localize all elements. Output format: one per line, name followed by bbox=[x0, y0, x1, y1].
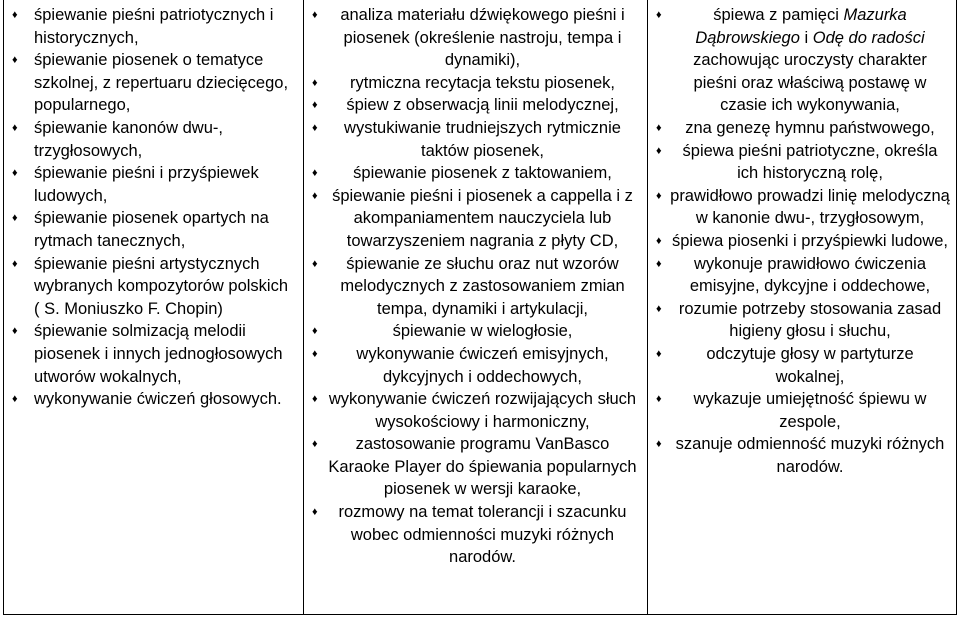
list-item: ♦ wykonywanie ćwiczeń rozwijających słuch wysokościowy i harmoniczny, bbox=[304, 388, 647, 433]
list-item bbox=[648, 4, 956, 117]
list-item: ♦ śpiewanie pieśni i piosenek a cappella i z akompaniamentem nauczyciela lub towarzyszeniem nagrania z płyty CD, bbox=[304, 185, 647, 253]
title-mazurek: Mazurka Dąbrowskiego bbox=[695, 6, 907, 47]
list-item: ♦ śpiewanie pieśni i przyśpiewek ludowych, bbox=[4, 162, 303, 207]
list-item: ♦ prawidłowo prowadzi linię melodyczną w kanonie dwu-, trzygłosowym, bbox=[648, 185, 956, 230]
list-item: ♦ wykonywanie ćwiczeń głosowych. bbox=[4, 388, 303, 411]
list-item: ♦ rytmiczna recytacja tekstu piosenek, bbox=[304, 72, 647, 95]
list-item: ♦ rozumie potrzeby stosowania zasad higieny głosu i słuchu, bbox=[648, 298, 956, 343]
list-item: ♦ śpiewanie piosenek z taktowaniem, bbox=[304, 162, 647, 185]
list-item: ♦ zastosowanie programu VanBasco Karaoke Player do śpiewania popularnych piosenek w wersji karaoke, bbox=[304, 433, 647, 501]
list-item: ♦ wykonuje prawidłowo ćwiczenia emisyjne, dykcyjne i oddechowe, bbox=[648, 253, 956, 298]
list-item: ♦ analiza materiału dźwiękowego pieśni i piosenek (określenie nastroju, tempa i dynamiki), bbox=[304, 4, 647, 72]
list-item: ♦ zna genezę hymnu państwowego, bbox=[648, 117, 956, 140]
column-2 bbox=[303, 0, 647, 614]
list-item: ♦ śpiewanie solmizacją melodii piosenek i innych jednogłosowych utworów wokalnych, bbox=[4, 320, 303, 388]
list-item: ♦ śpiewanie pieśni artystycznych wybranych kompozytorów polskich ( S. Moniuszko F. Chopin) bbox=[4, 253, 303, 321]
list-item: ♦ odczytuje głosy w partyturze wokalnej, bbox=[648, 343, 956, 388]
item-text-prefix: śpiewa z pamięci bbox=[713, 6, 844, 24]
column-3 bbox=[647, 0, 956, 614]
list-item: ♦ śpiewanie pieśni patriotycznych i historycznych, bbox=[4, 4, 303, 49]
outcome-list bbox=[648, 0, 956, 478]
column-1 bbox=[4, 0, 303, 614]
list-item: ♦ śpiewanie piosenek o tematyce szkolnej, z repertuaru dziecięcego, popularnego, bbox=[4, 49, 303, 117]
list-item: ♦ szanuje odmienność muzyki różnych narodów. bbox=[648, 433, 956, 478]
list-item: ♦ wykonywanie ćwiczeń emisyjnych, dykcyjnych i oddechowych, bbox=[304, 343, 647, 388]
list-item: ♦ śpiewanie w wielogłosie, bbox=[304, 320, 647, 343]
list-item: ♦ rozmowy na temat tolerancji i szacunku wobec odmienności muzyki różnych narodów. bbox=[304, 501, 647, 569]
content-table bbox=[3, 0, 957, 615]
item-text-suffix: zachowując uroczysty charakter pieśni oraz właściwą postawę w czasie ich wykonywania, bbox=[693, 51, 927, 115]
list-item: ♦ śpiew z obserwacją linii melodycznej, bbox=[304, 94, 647, 117]
item-text-middle: i bbox=[799, 28, 813, 47]
title-oda: Odę do radości bbox=[812, 28, 925, 47]
list-item: ♦ śpiewanie ze słuchu oraz nut wzorów melodycznych z zastosowaniem zmian tempa, dynamiki i artykulacji, bbox=[304, 253, 647, 321]
list-item: ♦ wykazuje umiejętność śpiewu w zespole, bbox=[648, 388, 956, 433]
list-item: ♦ śpiewa pieśni patriotyczne, określa ich historyczną rolę, bbox=[648, 140, 956, 185]
list-item: ♦ śpiewanie piosenek opartych na rytmach tanecznych, bbox=[4, 207, 303, 252]
list-item: ♦ śpiewa piosenki i przyśpiewki ludowe, bbox=[648, 230, 956, 253]
activity-list bbox=[4, 0, 303, 411]
method-list bbox=[304, 0, 647, 569]
list-item: ♦ wystukiwanie trudniejszych rytmicznie taktów piosenek, bbox=[304, 117, 647, 162]
list-item: ♦ śpiewanie kanonów dwu-, trzygłosowych, bbox=[4, 117, 303, 162]
